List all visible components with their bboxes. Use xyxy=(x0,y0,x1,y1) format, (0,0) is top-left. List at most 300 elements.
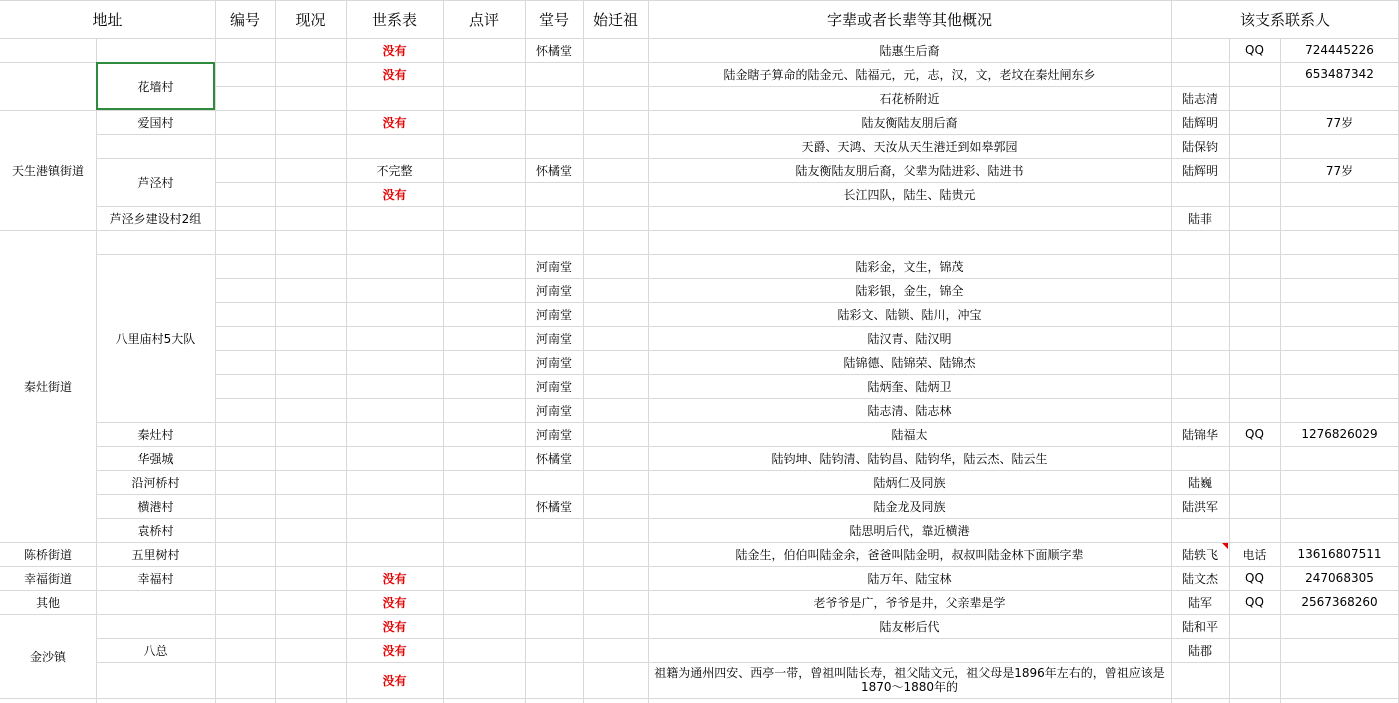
hall-name-cell[interactable] xyxy=(525,86,583,110)
review-cell[interactable] xyxy=(443,566,525,590)
village-cell[interactable]: 幸福村 xyxy=(137,571,174,586)
genealogy-cell[interactable]: 没有 xyxy=(382,187,407,202)
region-cell[interactable]: 陈桥街道 xyxy=(23,547,72,562)
ancestor-cell[interactable] xyxy=(583,38,648,62)
village-cell[interactable] xyxy=(96,614,215,638)
number-cell[interactable] xyxy=(215,662,275,698)
status-cell[interactable] xyxy=(275,326,346,350)
genealogy-cell[interactable] xyxy=(346,518,443,542)
generation-info-cell[interactable]: 陆志清、陆志林 xyxy=(867,403,952,418)
ancestor-cell[interactable] xyxy=(583,566,648,590)
region-cell[interactable] xyxy=(0,38,96,62)
contact-detail-cell[interactable]: 1276826029 xyxy=(1301,427,1378,441)
hall-name-cell[interactable] xyxy=(525,590,583,614)
number-cell[interactable] xyxy=(215,206,275,230)
genealogy-cell[interactable] xyxy=(346,350,443,374)
review-cell[interactable] xyxy=(443,398,525,422)
ancestor-cell[interactable] xyxy=(583,398,648,422)
hall-name-cell[interactable] xyxy=(525,134,583,158)
ancestor-cell[interactable] xyxy=(583,590,648,614)
generation-info-cell[interactable]: 陆钧坤、陆钧清、陆钧昌、陆钧华，陆云杰、陆云生 xyxy=(771,451,1048,466)
genealogy-cell[interactable] xyxy=(346,494,443,518)
contact-person-cell[interactable]: 陆洪军 xyxy=(1181,499,1218,514)
status-cell[interactable] xyxy=(275,566,346,590)
region-cell[interactable]: 金沙镇 xyxy=(29,649,66,664)
genealogy-cell[interactable]: 没有 xyxy=(382,571,407,586)
number-cell[interactable] xyxy=(215,278,275,302)
contact-detail-cell[interactable]: 653487342 xyxy=(1305,67,1374,81)
village-cell[interactable]: 沿河桥村 xyxy=(131,475,180,490)
village-cell[interactable]: 八总 xyxy=(143,643,168,658)
ancestor-cell[interactable] xyxy=(583,158,648,182)
hall-name-cell[interactable] xyxy=(525,110,583,134)
genealogy-cell[interactable]: 没有 xyxy=(382,67,407,82)
status-cell[interactable] xyxy=(275,422,346,446)
number-cell[interactable] xyxy=(215,566,275,590)
region-cell[interactable]: 其他 xyxy=(35,595,60,610)
status-cell[interactable] xyxy=(275,374,346,398)
contact-detail-cell[interactable] xyxy=(1280,638,1399,662)
contact-person-cell[interactable]: 陆志清 xyxy=(1181,91,1218,106)
village-cell[interactable]: 八里庙村5大队 xyxy=(115,331,196,346)
hall-name-cell[interactable] xyxy=(525,542,583,566)
ancestor-cell[interactable] xyxy=(583,518,648,542)
hall-name-cell[interactable] xyxy=(525,662,583,698)
ancestor-cell[interactable] xyxy=(583,350,648,374)
contact-detail-cell[interactable] xyxy=(1280,134,1399,158)
genealogy-cell[interactable] xyxy=(346,278,443,302)
ancestor-cell[interactable] xyxy=(583,62,648,86)
ancestor-cell[interactable] xyxy=(583,662,648,698)
status-cell[interactable] xyxy=(275,110,346,134)
status-cell[interactable] xyxy=(275,230,346,254)
contact-detail-cell[interactable] xyxy=(1280,302,1399,326)
generation-info-cell[interactable]: 长江四队，陆生、陆贵元 xyxy=(843,187,976,202)
number-cell[interactable] xyxy=(215,446,275,470)
contact-type-cell[interactable] xyxy=(1229,278,1280,302)
contact-person-cell[interactable]: 陆军 xyxy=(1187,595,1212,610)
genealogy-cell[interactable]: 没有 xyxy=(382,43,407,58)
review-cell[interactable] xyxy=(443,494,525,518)
hall-name-cell[interactable] xyxy=(525,614,583,638)
village-cell[interactable] xyxy=(96,38,215,62)
review-cell[interactable] xyxy=(443,326,525,350)
ancestor-cell[interactable] xyxy=(583,374,648,398)
contact-type-cell[interactable] xyxy=(1229,206,1280,230)
ancestor-cell[interactable] xyxy=(583,206,648,230)
contact-person-cell[interactable] xyxy=(1171,62,1229,86)
region-cell[interactable]: 天生港镇街道 xyxy=(11,163,84,178)
ancestor-cell[interactable] xyxy=(583,614,648,638)
number-cell[interactable] xyxy=(215,374,275,398)
ancestor-cell[interactable] xyxy=(583,278,648,302)
status-cell[interactable] xyxy=(275,542,346,566)
contact-person-cell[interactable] xyxy=(1171,446,1229,470)
contact-person-cell[interactable] xyxy=(1171,326,1229,350)
hall-name-cell[interactable]: 河南堂 xyxy=(535,259,572,274)
review-cell[interactable] xyxy=(443,158,525,182)
contact-person-cell[interactable]: 陆轶飞 xyxy=(1181,547,1218,562)
contact-person-cell[interactable] xyxy=(1171,182,1229,206)
review-cell[interactable] xyxy=(443,374,525,398)
hall-name-cell[interactable] xyxy=(525,638,583,662)
village-cell[interactable] xyxy=(96,590,215,614)
comment-indicator-icon[interactable] xyxy=(1222,543,1228,549)
contact-person-cell[interactable]: 陆文杰 xyxy=(1181,571,1218,586)
contact-detail-cell[interactable] xyxy=(1280,662,1399,698)
review-cell[interactable] xyxy=(443,206,525,230)
genealogy-cell[interactable] xyxy=(346,86,443,110)
region-cell[interactable] xyxy=(0,62,96,110)
number-cell[interactable] xyxy=(215,86,275,110)
hall-name-cell[interactable] xyxy=(525,518,583,542)
number-cell[interactable] xyxy=(215,158,275,182)
genealogy-cell[interactable]: 没有 xyxy=(382,595,407,610)
generation-info-cell[interactable]: 天爵、天鸿、天汝从天生港迁到如皋郭园 xyxy=(801,139,1018,154)
genealogy-cell[interactable]: 没有 xyxy=(382,619,407,634)
generation-info-cell[interactable]: 陆福太 xyxy=(891,427,928,442)
status-cell[interactable] xyxy=(275,278,346,302)
genealogy-cell[interactable] xyxy=(346,302,443,326)
contact-type-cell[interactable] xyxy=(1229,350,1280,374)
status-cell[interactable] xyxy=(275,446,346,470)
contact-type-cell[interactable] xyxy=(1229,446,1280,470)
review-cell[interactable] xyxy=(443,542,525,566)
contact-type-cell[interactable] xyxy=(1229,494,1280,518)
hall-name-cell[interactable] xyxy=(525,470,583,494)
review-cell[interactable] xyxy=(443,62,525,86)
region-cell[interactable]: 幸福街道 xyxy=(23,571,72,586)
genealogy-cell[interactable] xyxy=(346,470,443,494)
column-header[interactable]: 地址 xyxy=(92,10,123,29)
contact-person-cell[interactable]: 陆辉明 xyxy=(1181,163,1218,178)
generation-info-cell[interactable] xyxy=(648,638,1171,662)
review-cell[interactable] xyxy=(443,182,525,206)
column-header[interactable]: 该支系联系人 xyxy=(1239,10,1330,29)
ancestor-cell[interactable] xyxy=(583,470,648,494)
contact-person-cell[interactable] xyxy=(1171,278,1229,302)
status-cell[interactable] xyxy=(275,62,346,86)
contact-detail-cell[interactable]: 2567368260 xyxy=(1301,595,1378,609)
column-header[interactable]: 点评 xyxy=(468,10,499,29)
village-cell[interactable]: 花墙村 xyxy=(96,62,215,110)
generation-info-cell[interactable]: 陆金瞎子算命的陆金元、陆福元，元，志，汉，文，老坟在秦灶闸东乡 xyxy=(723,67,1096,82)
generation-info-cell[interactable]: 陆思明后代，靠近横港 xyxy=(849,523,970,538)
hall-name-cell[interactable]: 怀橘堂 xyxy=(535,499,572,514)
status-cell[interactable] xyxy=(275,662,346,698)
hall-name-cell[interactable]: 河南堂 xyxy=(535,379,572,394)
number-cell[interactable] xyxy=(215,350,275,374)
contact-type-cell[interactable]: QQ xyxy=(1245,427,1264,441)
column-header[interactable]: 始迁祖 xyxy=(592,10,638,29)
number-cell[interactable] xyxy=(215,422,275,446)
review-cell[interactable] xyxy=(443,86,525,110)
genealogy-cell[interactable]: 没有 xyxy=(382,673,407,688)
genealogy-cell[interactable] xyxy=(346,206,443,230)
ancestor-cell[interactable] xyxy=(583,86,648,110)
village-cell[interactable] xyxy=(96,662,215,698)
contact-type-cell[interactable]: QQ xyxy=(1245,43,1264,57)
number-cell[interactable] xyxy=(215,494,275,518)
column-header[interactable]: 世系表 xyxy=(371,10,417,29)
village-cell[interactable] xyxy=(96,230,215,254)
ancestor-cell[interactable] xyxy=(583,494,648,518)
review-cell[interactable] xyxy=(443,134,525,158)
contact-person-cell[interactable]: 陆和平 xyxy=(1181,619,1218,634)
status-cell[interactable] xyxy=(275,158,346,182)
review-cell[interactable] xyxy=(443,302,525,326)
review-cell[interactable] xyxy=(443,446,525,470)
review-cell[interactable] xyxy=(443,638,525,662)
generation-info-cell[interactable]: 石花桥附近 xyxy=(879,91,940,106)
column-header[interactable]: 字辈或者长辈等其他概况 xyxy=(826,10,992,29)
contact-detail-cell[interactable] xyxy=(1280,470,1399,494)
genealogy-cell[interactable] xyxy=(346,542,443,566)
contact-detail-cell[interactable] xyxy=(1280,518,1399,542)
contact-person-cell[interactable] xyxy=(1171,518,1229,542)
generation-info-cell[interactable]: 陆金龙及同族 xyxy=(873,499,946,514)
status-cell[interactable] xyxy=(275,398,346,422)
hall-name-cell[interactable]: 河南堂 xyxy=(535,307,572,322)
contact-type-cell[interactable]: QQ xyxy=(1245,571,1264,585)
contact-person-cell[interactable]: 陆巍 xyxy=(1187,475,1212,490)
status-cell[interactable] xyxy=(275,614,346,638)
genealogy-cell[interactable] xyxy=(346,422,443,446)
status-cell[interactable] xyxy=(275,302,346,326)
review-cell[interactable] xyxy=(443,662,525,698)
number-cell[interactable] xyxy=(215,326,275,350)
generation-info-cell[interactable] xyxy=(648,230,1171,254)
village-cell[interactable]: 芦泾村 xyxy=(137,175,174,190)
hall-name-cell[interactable]: 怀橘堂 xyxy=(535,163,572,178)
hall-name-cell[interactable]: 怀橘堂 xyxy=(535,43,572,58)
contact-person-cell[interactable]: 陆保钧 xyxy=(1181,139,1218,154)
village-cell[interactable]: 横港村 xyxy=(137,499,174,514)
review-cell[interactable] xyxy=(443,614,525,638)
number-cell[interactable] xyxy=(215,230,275,254)
number-cell[interactable] xyxy=(215,110,275,134)
number-cell[interactable] xyxy=(215,542,275,566)
genealogy-cell[interactable] xyxy=(346,398,443,422)
ancestor-cell[interactable] xyxy=(583,134,648,158)
review-cell[interactable] xyxy=(443,518,525,542)
contact-detail-cell[interactable] xyxy=(1280,614,1399,638)
hall-name-cell[interactable]: 河南堂 xyxy=(535,427,572,442)
ancestor-cell[interactable] xyxy=(583,422,648,446)
column-header[interactable]: 现况 xyxy=(295,10,326,29)
generation-info-cell[interactable]: 陆彩文、陆锁、陆川，冲宝 xyxy=(837,307,982,322)
status-cell[interactable] xyxy=(275,254,346,278)
ancestor-cell[interactable] xyxy=(583,542,648,566)
contact-type-cell[interactable] xyxy=(1229,254,1280,278)
contact-type-cell[interactable] xyxy=(1229,158,1280,182)
village-cell[interactable] xyxy=(96,134,215,158)
generation-info-cell[interactable]: 陆友衡陆友朋后裔，父辈为陆进彩、陆进书 xyxy=(795,163,1024,178)
genealogy-cell[interactable] xyxy=(346,326,443,350)
contact-type-cell[interactable] xyxy=(1229,134,1280,158)
contact-type-cell[interactable] xyxy=(1229,62,1280,86)
ancestor-cell[interactable] xyxy=(583,326,648,350)
village-cell[interactable]: 爱国村 xyxy=(137,115,174,130)
generation-info-cell[interactable]: 陆彩银，金生，锦全 xyxy=(855,283,964,298)
contact-detail-cell[interactable]: 724445226 xyxy=(1305,43,1374,57)
generation-info-cell[interactable]: 老爷爷是广，爷爷是井，父亲辈是学 xyxy=(813,595,1006,610)
region-cell[interactable]: 秦灶街道 xyxy=(23,379,72,394)
ancestor-cell[interactable] xyxy=(583,638,648,662)
contact-type-cell[interactable] xyxy=(1229,614,1280,638)
contact-detail-cell[interactable] xyxy=(1280,86,1399,110)
number-cell[interactable] xyxy=(215,254,275,278)
contact-person-cell[interactable]: 陆锦华 xyxy=(1181,427,1218,442)
review-cell[interactable] xyxy=(443,230,525,254)
contact-person-cell[interactable] xyxy=(1171,398,1229,422)
genealogy-cell[interactable] xyxy=(346,374,443,398)
genealogy-cell[interactable] xyxy=(346,254,443,278)
number-cell[interactable] xyxy=(215,182,275,206)
contact-type-cell[interactable] xyxy=(1229,182,1280,206)
contact-type-cell[interactable]: QQ xyxy=(1245,595,1264,609)
number-cell[interactable] xyxy=(215,134,275,158)
generation-info-cell[interactable]: 陆汉青、陆汉明 xyxy=(867,331,952,346)
number-cell[interactable] xyxy=(215,638,275,662)
village-cell[interactable]: 秦灶村 xyxy=(137,427,174,442)
contact-person-cell[interactable] xyxy=(1171,350,1229,374)
ancestor-cell[interactable] xyxy=(583,182,648,206)
generation-info-cell[interactable]: 祖籍为通州四安、西亭一带，曾祖叫陆长寿，祖父陆文元，祖父母是1896年左右的，曾祖应该是1870～1880年的 xyxy=(654,666,1165,694)
contact-person-cell[interactable] xyxy=(1171,254,1229,278)
contact-type-cell[interactable] xyxy=(1229,302,1280,326)
number-cell[interactable] xyxy=(215,38,275,62)
status-cell[interactable] xyxy=(275,182,346,206)
status-cell[interactable] xyxy=(275,350,346,374)
hall-name-cell[interactable] xyxy=(525,230,583,254)
contact-detail-cell[interactable] xyxy=(1280,374,1399,398)
contact-person-cell[interactable]: 陆郡 xyxy=(1187,643,1212,658)
review-cell[interactable] xyxy=(443,110,525,134)
contact-type-cell[interactable] xyxy=(1229,662,1280,698)
village-cell[interactable]: 芦泾乡建设村2组 xyxy=(109,211,202,226)
contact-type-cell[interactable] xyxy=(1229,638,1280,662)
number-cell[interactable] xyxy=(215,470,275,494)
contact-person-cell[interactable] xyxy=(1171,662,1229,698)
column-header[interactable]: 编号 xyxy=(229,10,260,29)
status-cell[interactable] xyxy=(275,470,346,494)
hall-name-cell[interactable] xyxy=(525,62,583,86)
contact-detail-cell[interactable] xyxy=(1280,230,1399,254)
number-cell[interactable] xyxy=(215,398,275,422)
contact-detail-cell[interactable] xyxy=(1280,182,1399,206)
generation-info-cell[interactable]: 陆友彬后代 xyxy=(879,619,940,634)
contact-detail-cell[interactable] xyxy=(1280,494,1399,518)
contact-detail-cell[interactable] xyxy=(1280,446,1399,470)
genealogy-cell[interactable] xyxy=(346,230,443,254)
generation-info-cell[interactable]: 陆锦德、陆锦荣、陆锦杰 xyxy=(843,355,976,370)
village-cell[interactable]: 华强城 xyxy=(137,451,174,466)
review-cell[interactable] xyxy=(443,422,525,446)
genealogy-cell[interactable]: 没有 xyxy=(382,115,407,130)
contact-detail-cell[interactable] xyxy=(1280,398,1399,422)
status-cell[interactable] xyxy=(275,38,346,62)
contact-type-cell[interactable] xyxy=(1229,470,1280,494)
number-cell[interactable] xyxy=(215,302,275,326)
number-cell[interactable] xyxy=(215,518,275,542)
contact-type-cell[interactable] xyxy=(1229,398,1280,422)
contact-detail-cell[interactable]: 77岁 xyxy=(1325,163,1354,178)
genealogy-cell[interactable] xyxy=(346,446,443,470)
generation-info-cell[interactable]: 陆友衡陆友朋后裔 xyxy=(861,115,958,130)
status-cell[interactable] xyxy=(275,134,346,158)
review-cell[interactable] xyxy=(443,590,525,614)
contact-person-cell[interactable]: 陆菲 xyxy=(1187,211,1212,226)
contact-person-cell[interactable]: 陆辉明 xyxy=(1181,115,1218,130)
contact-person-cell[interactable] xyxy=(1171,230,1229,254)
generation-info-cell[interactable]: 陆炳奎、陆炳卫 xyxy=(867,379,952,394)
genealogy-cell[interactable]: 没有 xyxy=(382,643,407,658)
contact-detail-cell[interactable]: 247068305 xyxy=(1305,571,1374,585)
review-cell[interactable] xyxy=(443,350,525,374)
generation-info-cell[interactable] xyxy=(648,206,1171,230)
review-cell[interactable] xyxy=(443,38,525,62)
contact-type-cell[interactable] xyxy=(1229,86,1280,110)
number-cell[interactable] xyxy=(215,62,275,86)
contact-person-cell[interactable] xyxy=(1171,374,1229,398)
generation-info-cell[interactable]: 陆金生，伯伯叫陆金余，爸爸叫陆金明，叔叔叫陆金林下面顺字辈 xyxy=(735,547,1084,562)
ancestor-cell[interactable] xyxy=(583,110,648,134)
contact-detail-cell[interactable] xyxy=(1280,326,1399,350)
ancestor-cell[interactable] xyxy=(583,446,648,470)
number-cell[interactable] xyxy=(215,590,275,614)
generation-info-cell[interactable]: 陆惠生后裔 xyxy=(879,43,940,58)
hall-name-cell[interactable]: 怀橘堂 xyxy=(535,451,572,466)
hall-name-cell[interactable]: 河南堂 xyxy=(535,331,572,346)
hall-name-cell[interactable] xyxy=(525,566,583,590)
generation-info-cell[interactable]: 陆彩金，文生，锦茂 xyxy=(855,259,964,274)
status-cell[interactable] xyxy=(275,494,346,518)
generation-info-cell[interactable]: 陆万年、陆宝林 xyxy=(867,571,952,586)
ancestor-cell[interactable] xyxy=(583,302,648,326)
ancestor-cell[interactable] xyxy=(583,254,648,278)
contact-detail-cell[interactable]: 13616807511 xyxy=(1297,547,1382,561)
hall-name-cell[interactable]: 河南堂 xyxy=(535,283,572,298)
status-cell[interactable] xyxy=(275,518,346,542)
contact-detail-cell[interactable] xyxy=(1280,278,1399,302)
review-cell[interactable] xyxy=(443,278,525,302)
village-cell[interactable]: 五里树村 xyxy=(131,547,180,562)
hall-name-cell[interactable] xyxy=(525,182,583,206)
hall-name-cell[interactable] xyxy=(525,206,583,230)
number-cell[interactable] xyxy=(215,614,275,638)
hall-name-cell[interactable]: 河南堂 xyxy=(535,355,572,370)
column-header[interactable]: 堂号 xyxy=(538,10,569,29)
review-cell[interactable] xyxy=(443,470,525,494)
contact-person-cell[interactable] xyxy=(1171,38,1229,62)
hall-name-cell[interactable]: 河南堂 xyxy=(535,403,572,418)
genealogy-cell[interactable]: 不完整 xyxy=(376,163,413,178)
contact-detail-cell[interactable] xyxy=(1280,254,1399,278)
village-cell[interactable]: 袁桥村 xyxy=(137,523,174,538)
contact-detail-cell[interactable]: 77岁 xyxy=(1325,115,1354,130)
contact-person-cell[interactable] xyxy=(1171,302,1229,326)
status-cell[interactable] xyxy=(275,638,346,662)
contact-type-cell[interactable] xyxy=(1229,326,1280,350)
contact-type-cell[interactable] xyxy=(1229,374,1280,398)
contact-type-cell[interactable] xyxy=(1229,110,1280,134)
genealogy-cell[interactable] xyxy=(346,134,443,158)
generation-info-cell[interactable]: 陆炳仁及同族 xyxy=(873,475,946,490)
contact-type-cell[interactable] xyxy=(1229,230,1280,254)
status-cell[interactable] xyxy=(275,86,346,110)
status-cell[interactable] xyxy=(275,590,346,614)
